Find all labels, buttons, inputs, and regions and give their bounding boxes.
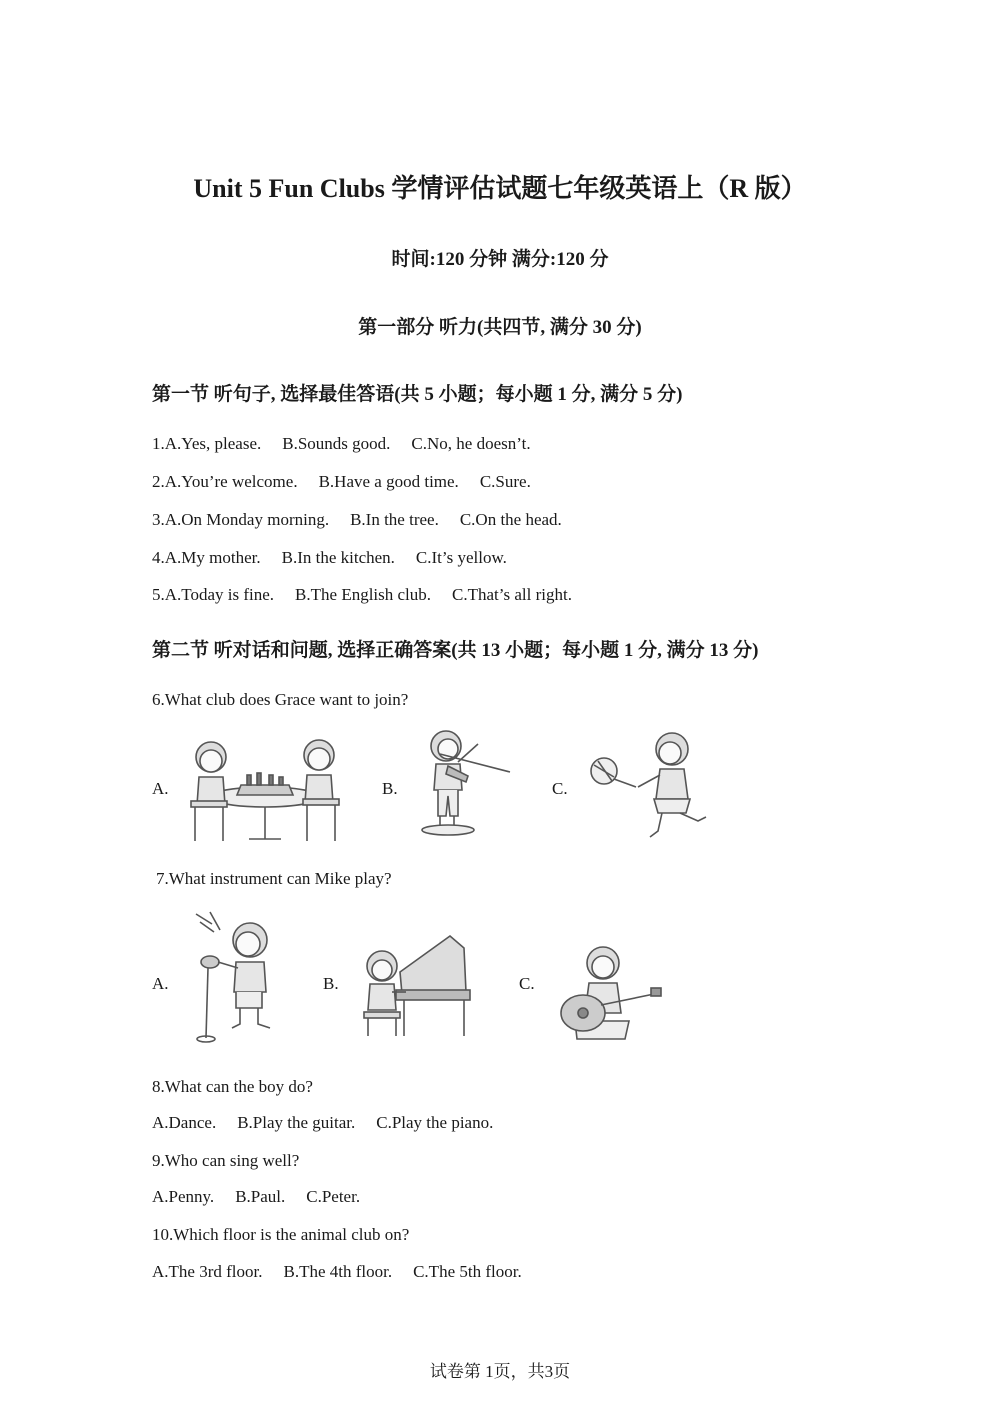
q6-label-c: C. [552,779,568,798]
question-3 [152,510,583,530]
question-4 [152,548,528,568]
option-a: 1.A.Yes, please. [152,434,262,453]
chess-illustration [185,735,345,850]
section2-heading: 第二节 听对话和问题, 选择正确答案(共 13 小题；每小题 1 分, 满分 13 分) [152,640,759,661]
section1-heading: 第一节 听句子, 选择最佳答语(共 5 小题；每小题 1 分, 满分 5 分) [152,384,683,405]
option-b: B.The English club. [295,585,432,604]
option-c: C.Peter. [306,1187,361,1206]
q7-label-c: C. [519,974,535,993]
option-a: 2.A.You’re welcome. [152,472,298,491]
q7-label-a: A. [152,974,169,993]
q6-label-b: B. [382,779,398,798]
question-8-options [152,1113,514,1133]
tennis-illustration [588,727,723,850]
option-b: B.The 4th floor. [283,1262,393,1281]
guitar-illustration [555,943,663,1048]
option-a: 5.A.Today is fine. [152,585,275,604]
part1-heading: 第一部分 听力(共四节, 满分 30 分) [358,317,642,338]
page-footer: 试卷第 1页，共3页 [429,1362,571,1381]
option-c: C.On the head. [459,510,562,529]
option-c: C.The 5th floor. [413,1262,522,1281]
option-a: 3.A.On Monday morning. [152,510,330,529]
option-b: B.Have a good time. [318,472,459,491]
time-info: 时间:120 分钟 满分:120 分 [391,249,609,270]
option-b: B.In the kitchen. [281,548,395,567]
question-9-options [152,1187,381,1207]
option-c: C.That’s all right. [452,585,572,604]
option-c: C.It’s yellow. [415,548,507,567]
question-5 [152,585,593,605]
option-b: B.Paul. [235,1187,286,1206]
option-a: A.Dance. [152,1113,217,1132]
q7-label-b: B. [323,974,339,993]
question-7: 7.What instrument can Mike play? [156,869,392,888]
piano-illustration [360,932,475,1045]
q6-label-a: A. [152,779,169,798]
question-10-options [152,1262,543,1282]
question-8: 8.What can the boy do? [152,1077,313,1096]
singing-illustration [190,908,280,1049]
question-2 [152,472,552,492]
option-a: A.Penny. [152,1187,215,1206]
question-9: 9.Who can sing well? [152,1151,300,1170]
option-b: B.In the tree. [350,510,439,529]
option-c: C.No, he doesn’t. [411,434,531,453]
question-6: 6.What club does Grace want to join? [152,690,409,709]
option-b: B.Play the guitar. [237,1113,356,1132]
option-c: C.Play the piano. [376,1113,494,1132]
question-10: 10.Which floor is the animal club on? [152,1225,410,1244]
option-c: C.Sure. [479,472,531,491]
option-a: 4.A.My mother. [152,548,261,567]
question-1 [152,434,552,454]
option-a: A.The 3rd floor. [152,1262,263,1281]
option-b: B.Sounds good. [282,434,391,453]
violin-illustration [418,726,518,843]
page-title: Unit 5 Fun Clubs 学情评估试题七年级英语上（R 版） [193,174,807,203]
